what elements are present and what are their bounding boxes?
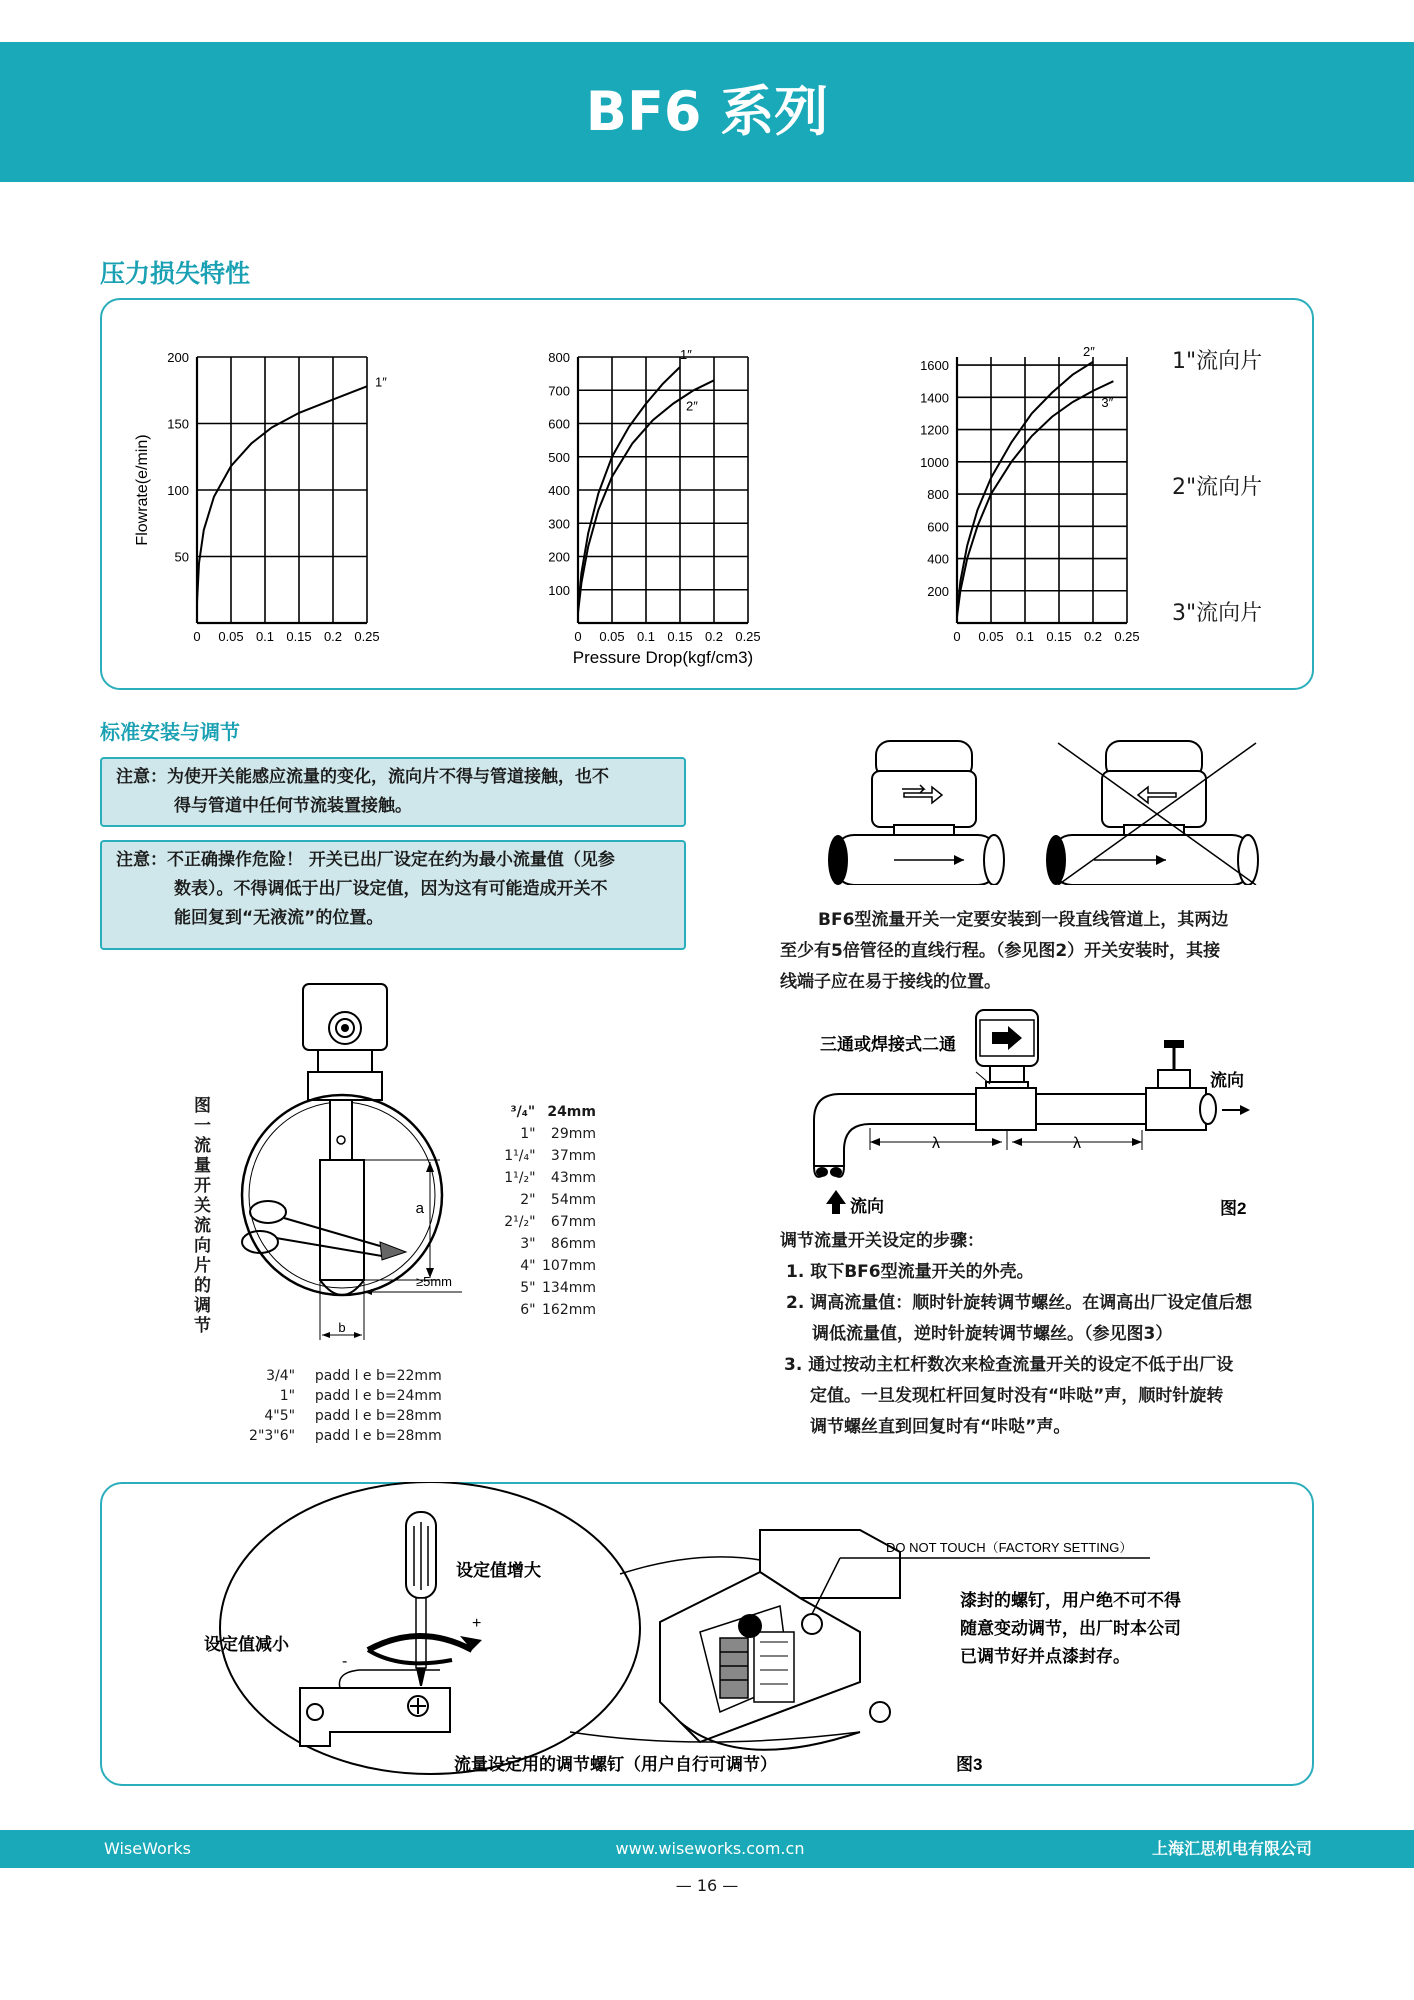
size-row: 1¹/₂" 43mm	[504, 1170, 596, 1186]
x-tick-label: 0.05	[218, 629, 244, 644]
section-title-pressure-loss: 压力损失特性	[100, 259, 251, 288]
fig3-do-not-touch: DO NOT TOUCH（FACTORY SETTING）	[886, 1540, 1133, 1555]
fig3-warn-line3: 已调节好并点漆封存。	[960, 1647, 1130, 1666]
x-tick-label: 0	[193, 629, 201, 644]
series-line	[578, 367, 680, 610]
x-tick-label: 0.2	[704, 629, 724, 644]
install-paragraph	[780, 905, 1300, 998]
note-contact-line1: 注意：为使开关能感应流量的变化，流向片不得与管道接触，也不	[116, 767, 609, 787]
x-tick-label: 0	[953, 629, 961, 644]
section-title-install: 标准安装与调节	[100, 720, 240, 744]
paddle-row: 3/4" padd l e b=22mm	[266, 1368, 442, 1384]
install-line3: 线端子应在易于接线的位置。	[780, 972, 1001, 992]
chart-flowrate-2-3in	[920, 344, 1140, 644]
size-row: 6" 162mm	[520, 1302, 596, 1318]
y-tick-label: 800	[548, 350, 570, 365]
fig2-flow-in: 流向	[850, 1197, 884, 1216]
fig3-caption: 图3	[956, 1755, 983, 1774]
note-danger	[100, 840, 686, 950]
x-tick-label: 0.05	[599, 629, 625, 644]
chart-flowrate-1-2in	[548, 347, 760, 667]
series-label: 1″	[375, 374, 387, 390]
y-tick-label: 150	[167, 416, 189, 432]
install-line1: BF6型流量开关一定要安装到一段直线管道上，其两边	[818, 910, 1229, 930]
chart-flowrate-1in	[134, 350, 387, 644]
fig3-warn-line2: 随意变动调节，出厂时本公司	[960, 1619, 1181, 1638]
fig1-paddle-diagram	[230, 980, 520, 1350]
size-row: ³/₄" 24mm	[510, 1104, 596, 1120]
fig2-lambda-left: λ	[932, 1135, 940, 1152]
note-danger-line1: 注意：不正确操作危险！ 开关已出厂设定在约为最小流量值（见参	[116, 850, 615, 870]
y-tick-label: 200	[548, 549, 570, 565]
y-tick-label: 700	[548, 383, 570, 399]
flow-label-1in: 1"流向片	[1172, 349, 1263, 374]
size-row: 1¹/₄" 37mm	[504, 1148, 596, 1164]
fig2-caption: 图2	[1220, 1199, 1247, 1218]
series-label: 2″	[1083, 343, 1095, 359]
y-tick-label: 50	[174, 549, 189, 565]
x-tick-label: 0.1	[255, 629, 275, 644]
x-tick-label: 0	[574, 629, 582, 644]
paddle-row: 1" padd l e b=24mm	[279, 1388, 442, 1404]
fig1-caption: 图一 流量开关流向片的调节	[194, 1096, 211, 1336]
x-tick-label: 0.25	[354, 629, 380, 644]
y-tick-label: 1200	[920, 422, 949, 438]
footer-url: www.wiseworks.com.cn	[615, 1839, 805, 1858]
fig3-warn-line1: 漆封的螺钉，用户绝不可不得	[960, 1591, 1181, 1610]
y-tick-label: 600	[927, 519, 949, 535]
x-tick-label: 0.2	[1083, 629, 1103, 644]
y-tick-label: 800	[927, 487, 949, 503]
size-row: 4" 107mm	[520, 1258, 596, 1274]
step-1: 1. 取下BF6型流量开关的外壳。	[786, 1262, 1034, 1282]
y-tick-label: 600	[548, 416, 570, 432]
fig2-tee-label: 三通或焊接式二通	[820, 1035, 956, 1054]
fig1-dim-a: a	[415, 1200, 424, 1217]
flow-label-3in: 3"流向片	[1172, 601, 1263, 626]
note-danger-line2: 数表）。不得调低于出厂设定值，因为这有可能造成开关不	[174, 879, 608, 899]
size-row: 1" 29mm	[520, 1126, 596, 1142]
x-tick-label: 0.25	[735, 629, 761, 644]
fig3-screw-label: 流量设定用的调节螺钉（用户自行可调节）	[454, 1755, 777, 1774]
paddle-row: 4"5" padd l e b=28mm	[264, 1408, 442, 1424]
fig3-adjust-screw-diagram	[100, 1482, 1310, 1782]
series-label: 2″	[686, 398, 698, 414]
install-direction-diagram	[816, 735, 1266, 885]
y-tick-label: 1000	[920, 454, 949, 470]
note-danger-line3: 能回复到“无液流”的位置。	[174, 908, 384, 928]
fig3-minus: -	[342, 1653, 348, 1670]
fig2-lambda-right: λ	[1073, 1135, 1081, 1152]
fig1-dim-5mm: ≥5mm	[415, 1274, 453, 1289]
step-2: 2. 调高流量值：顺时针旋转调节螺丝。在调高出厂设定值后想 调低流量值，逆时针旋转调节螺丝。（参见图3）	[786, 1293, 1253, 1344]
fig1-dim-b: b	[338, 1320, 346, 1335]
fig2-pipe-diagram	[780, 1000, 1280, 1220]
note-contact-line2: 得与管道中任何节流装置接触。	[174, 796, 412, 816]
y-tick-label: 200	[927, 583, 949, 599]
install-line2: 至少有5倍管径的直线行程。（参见图2）开关安装时，其接	[780, 941, 1221, 961]
y-tick-label: 1400	[920, 390, 949, 406]
y-tick-label: 300	[548, 516, 570, 532]
x-axis-label: Pressure Drop(kgf/cm3)	[572, 648, 754, 667]
series-line	[957, 381, 1113, 616]
fig3-plus: +	[472, 1615, 482, 1632]
x-tick-label: 0.2	[323, 629, 343, 644]
x-tick-label: 0.25	[1114, 629, 1140, 644]
x-tick-label: 0.15	[286, 629, 312, 644]
page-title: BF6 系列	[585, 80, 829, 143]
fig3-decrease-label: 设定值减小	[204, 1635, 289, 1654]
adjust-steps	[780, 1226, 1300, 1443]
x-tick-label: 0.1	[636, 629, 656, 644]
y-tick-label: 1600	[920, 358, 949, 374]
x-tick-label: 0.1	[1015, 629, 1035, 644]
y-tick-label: 400	[927, 551, 949, 567]
series-line	[197, 386, 367, 603]
page-number: — 16 —	[675, 1876, 739, 1895]
fig1-size-table	[490, 1101, 596, 1321]
y-tick-label: 100	[167, 483, 189, 498]
size-row: 2" 54mm	[520, 1192, 596, 1208]
step-3: 3. 通过按动主杠杆数次来检查流量开关的设定不低于出厂设 定值。一旦发现杠杆回复时没有“咔哒”声，顺时针旋转 调节螺丝直到回复时有“咔哒”声。	[784, 1355, 1234, 1437]
y-tick-label: 500	[548, 449, 570, 465]
steps-title: 调节流量开关设定的步骤：	[780, 1231, 984, 1251]
x-tick-label: 0.15	[667, 629, 693, 644]
fig3-increase-label: 设定值增大	[456, 1561, 541, 1580]
x-tick-label: 0.05	[978, 629, 1004, 644]
series-label: 1″	[680, 346, 692, 362]
footer-company: 上海汇思机电有限公司	[1151, 1839, 1312, 1858]
y-tick-label: 100	[548, 582, 570, 598]
flow-label-2in: 2"流向片	[1172, 475, 1263, 500]
y-tick-label: 400	[548, 483, 570, 498]
series-label: 3″	[1101, 395, 1114, 411]
y-axis-label: Flowrate(e/min)	[134, 434, 151, 546]
fig2-flow-out: 流向	[1210, 1071, 1244, 1090]
x-tick-label: 0.15	[1046, 629, 1072, 644]
note-contact	[100, 757, 686, 827]
fig1-paddle-table	[240, 1366, 450, 1446]
size-row: 5" 134mm	[520, 1280, 596, 1296]
size-row: 3" 86mm	[520, 1236, 596, 1252]
footer-brand: WiseWorks	[104, 1839, 191, 1858]
y-tick-label: 200	[167, 350, 189, 365]
paddle-row: 2"3"6" padd l e b=28mm	[249, 1428, 442, 1444]
size-row: 2¹/₂" 67mm	[504, 1214, 596, 1230]
